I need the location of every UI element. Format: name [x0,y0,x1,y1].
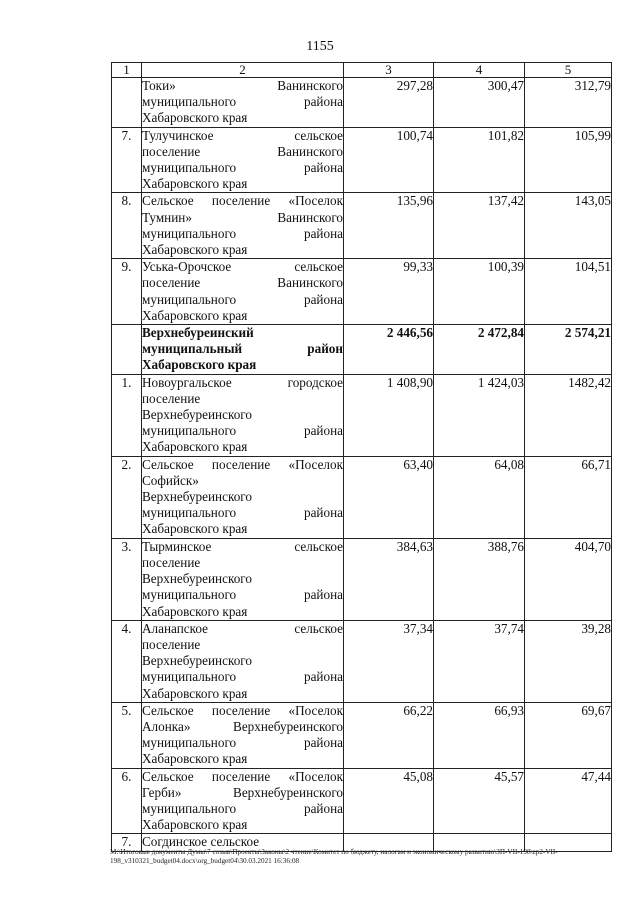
amount-v4: 37,74 [434,620,525,702]
amount-v4: 300,47 [434,78,525,128]
name-line: поселение Ванинского [142,143,343,159]
municipality-name [142,325,344,375]
municipality-name [142,193,344,259]
table-row [112,259,612,325]
name-line: муниципального района [142,225,343,241]
row-number: 6. [112,768,142,834]
table-row [112,78,612,128]
row-number: 3. [112,538,142,620]
name-line: Хабаровского края [142,817,248,833]
name-line: муниципального района [142,160,343,176]
name-line: Верхнебуреинский [142,325,254,341]
name-line: муниципального района [142,587,343,603]
amount-v4: 66,93 [434,702,525,768]
table-row [112,538,612,620]
row-number: 2. [112,456,142,538]
name-line: Сельское поселение «Поселок [142,456,343,472]
amount-v3: 99,33 [344,259,434,325]
name-line: Хабаровского края [142,176,248,192]
municipality-name [142,78,344,128]
name-line: Верхнебуреинского [142,571,252,587]
amount-v3: 45,08 [344,768,434,834]
amount-v5: 39,28 [525,620,612,702]
table-row [112,374,612,456]
amount-v5: 1482,42 [525,374,612,456]
name-line: Тулучинское сельское [142,127,343,143]
name-line: Аланапское сельское [142,620,343,636]
name-line: Хабаровского края [142,242,248,258]
table-row [112,620,612,702]
table-header-row [112,63,612,78]
row-number [112,325,142,375]
amount-v5: 66,71 [525,456,612,538]
name-line: Хабаровского края [142,521,248,537]
table-row [112,193,612,259]
name-line: Хабаровского края [142,685,248,701]
row-number: 4. [112,620,142,702]
name-line: поселение Ванинского [142,275,343,291]
amount-v3: 37,34 [344,620,434,702]
table-row [112,127,612,193]
municipality-name [142,456,344,538]
amount-v5: 2 574,21 [525,325,612,375]
column-header-1: 1 [112,63,142,78]
name-line: Хабаровского края [142,307,248,323]
name-line: муниципальный район [142,341,343,357]
amount-v3: 63,40 [344,456,434,538]
name-line: Хабаровского края [142,439,248,455]
municipality-name [142,538,344,620]
amount-v5: 143,05 [525,193,612,259]
name-line: поселение [142,636,201,652]
amount-v3: 66,22 [344,702,434,768]
municipality-name [142,768,344,834]
column-header-2: 2 [142,63,344,78]
name-line: муниципального района [142,505,343,521]
amount-v4: 101,82 [434,127,525,193]
name-line: Согдинское сельское [142,834,260,850]
row-number: 9. [112,259,142,325]
amount-v3: 384,63 [344,538,434,620]
name-line: Хабаровского края [142,110,248,126]
name-line: Верхнебуреинского [142,407,252,423]
page-number: 1155 [306,39,334,54]
amount-v3: 297,28 [344,78,434,128]
name-line: Токи» Ванинского [142,78,343,93]
column-header-3: 3 [344,63,434,78]
amount-v3: 135,96 [344,193,434,259]
name-line: Тумнин» Ванинского [142,209,343,225]
municipality-name [142,374,344,456]
municipality-name [142,259,344,325]
row-number: 5. [112,702,142,768]
budget-table [111,62,612,852]
amount-v3: 100,74 [344,127,434,193]
amount-v5: 47,44 [525,768,612,834]
name-line: муниципального района [142,94,343,110]
name-line: Хабаровского края [142,603,248,619]
column-header-4: 4 [434,63,525,78]
name-line: Верхнебуреинского [142,653,252,669]
row-number: 7. [112,834,142,851]
amount-v4: 2 472,84 [434,325,525,375]
amount-v4: 388,76 [434,538,525,620]
table-row [112,702,612,768]
name-line: Хабаровского края [142,751,248,767]
document-path-footer: M:\Итоговые документы Думы\7 созыв\Проекты\Законы\2 чтение\Комитет по бюджету, налогам и экономическому развитию\ЗП-VII-198\zp2-VII-198_v310321_budget04.docx\org_budget04\30.03.2021 16:36:08 [110,848,558,865]
name-line: муниципального района [142,669,343,685]
amount-v4: 137,42 [434,193,525,259]
name-line: Сельское поселение «Поселок [142,702,343,718]
row-number: 1. [112,374,142,456]
district-row [112,325,612,375]
table-row [112,768,612,834]
municipality-name [142,127,344,193]
amount-v5: 69,67 [525,702,612,768]
name-line: поселение [142,390,201,406]
name-line: Алонка» Верхнебуреинского [142,718,343,734]
amount-v5: 404,70 [525,538,612,620]
name-line: муниципального района [142,423,343,439]
row-number: 7. [112,127,142,193]
row-number [112,78,142,128]
row-number: 8. [112,193,142,259]
name-line: Софийск» [142,472,199,488]
name-line: Уська-Орочское сельское [142,259,343,275]
name-line: поселение [142,554,201,570]
name-line: Новоургальское городское [142,374,343,390]
name-line: муниципального района [142,800,343,816]
name-line: муниципального района [142,735,343,751]
name-line: Тырминское сельское [142,538,343,554]
name-line: Герби» Верхнебуреинского [142,784,343,800]
municipality-name [142,620,344,702]
name-line: Сельское поселение «Поселок [142,193,343,209]
table-row [112,456,612,538]
amount-v3: 2 446,56 [344,325,434,375]
amount-v4: 64,08 [434,456,525,538]
amount-v5: 104,51 [525,259,612,325]
amount-v5: 105,99 [525,127,612,193]
name-line: Верхнебуреинского [142,489,252,505]
amount-v4: 45,57 [434,768,525,834]
amount-v4: 1 424,03 [434,374,525,456]
amount-v4: 100,39 [434,259,525,325]
column-header-5: 5 [525,63,612,78]
municipality-name [142,702,344,768]
name-line: Хабаровского края [142,357,257,373]
amount-v3: 1 408,90 [344,374,434,456]
amount-v5: 312,79 [525,78,612,128]
name-line: Сельское поселение «Поселок [142,768,343,784]
name-line: муниципального района [142,291,343,307]
